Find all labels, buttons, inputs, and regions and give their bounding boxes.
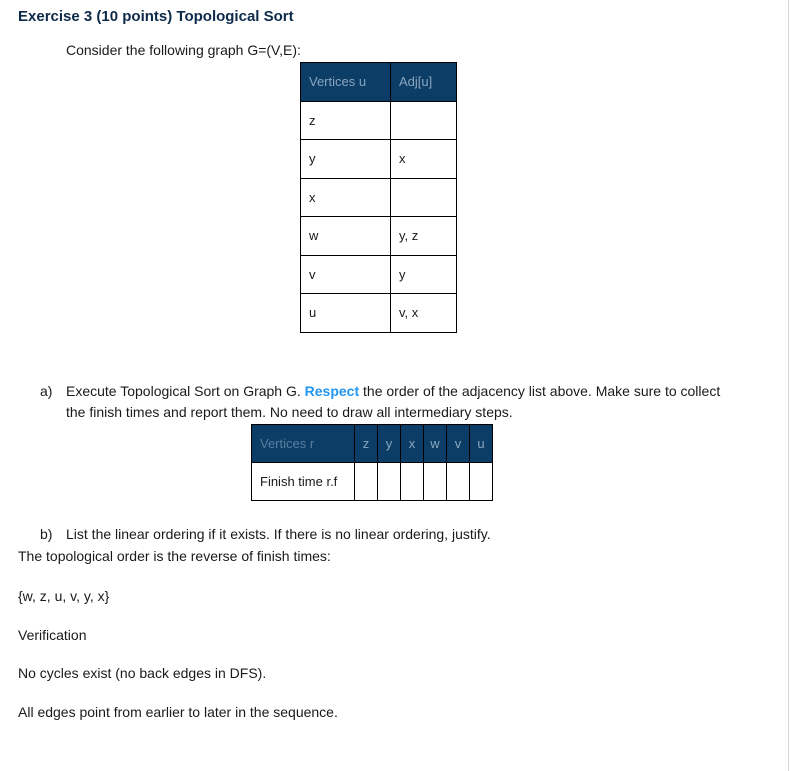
table-row xyxy=(301,255,457,294)
table-row xyxy=(301,140,457,179)
vertex-cell: x xyxy=(301,178,391,217)
table-row xyxy=(301,178,457,217)
answer-order: {w, z, u, v, y, x} xyxy=(18,588,110,604)
exercise-title: Exercise 3 (10 points) Topological Sort xyxy=(18,8,294,25)
table-header-row xyxy=(301,63,457,102)
question-b xyxy=(40,526,491,542)
adj-cell xyxy=(391,101,457,140)
vertex-header: u xyxy=(470,425,493,463)
vertex-cell: u xyxy=(301,294,391,333)
question-a-text-before: Execute Topological Sort on Graph G. xyxy=(66,383,305,399)
exercise-intro: Consider the following graph G=(V,E): xyxy=(66,42,301,58)
finish-time-label: Finish time r.f xyxy=(252,463,355,501)
adj-cell: x xyxy=(391,140,457,179)
answer-line-1: The topological order is the reverse of finish times: xyxy=(18,548,331,564)
question-a xyxy=(40,381,740,423)
vertex-cell: y xyxy=(301,140,391,179)
vertex-cell: w xyxy=(301,217,391,256)
finish-time-table xyxy=(251,424,493,501)
vertex-header: v xyxy=(447,425,470,463)
vertex-cell: v xyxy=(301,255,391,294)
finish-time-cell xyxy=(424,463,447,501)
vertex-header: w xyxy=(424,425,447,463)
question-a-highlight: Respect xyxy=(304,383,360,399)
verification-heading: Verification xyxy=(18,627,87,643)
adj-cell: y, z xyxy=(391,217,457,256)
question-a-text-after: the order of the adjacency list above. Make sure to collect the finish times and report them. No need to draw all intermediary steps. xyxy=(66,383,721,420)
table-row xyxy=(252,463,493,501)
verification-check-1: No cycles exist (no back edges in DFS). xyxy=(18,665,267,681)
adjacency-table xyxy=(300,62,457,333)
header-adj: Adj[u] xyxy=(391,63,457,102)
table-header-row xyxy=(252,425,493,463)
page-edge-rule xyxy=(788,0,789,771)
adj-cell: v, x xyxy=(391,294,457,333)
header-vertices-r: Vertices r xyxy=(252,425,355,463)
finish-time-cell xyxy=(470,463,493,501)
finish-time-cell xyxy=(355,463,378,501)
question-a-text xyxy=(66,381,740,423)
question-b-number: b) xyxy=(40,526,53,542)
header-vertices: Vertices u xyxy=(301,63,391,102)
finish-time-cell xyxy=(401,463,424,501)
table-row xyxy=(301,217,457,256)
finish-time-cell xyxy=(447,463,470,501)
adj-cell: y xyxy=(391,255,457,294)
vertex-header: y xyxy=(378,425,401,463)
table-row xyxy=(301,294,457,333)
vertex-header: z xyxy=(355,425,378,463)
table-row xyxy=(301,101,457,140)
finish-time-cell xyxy=(378,463,401,501)
question-a-number: a) xyxy=(40,383,53,399)
question-b-text: List the linear ordering if it exists. If there is no linear ordering, justify. xyxy=(66,526,491,542)
verification-check-2: All edges point from earlier to later in the sequence. xyxy=(18,704,338,720)
vertex-header: x xyxy=(401,425,424,463)
adj-cell xyxy=(391,178,457,217)
vertex-cell: z xyxy=(301,101,391,140)
